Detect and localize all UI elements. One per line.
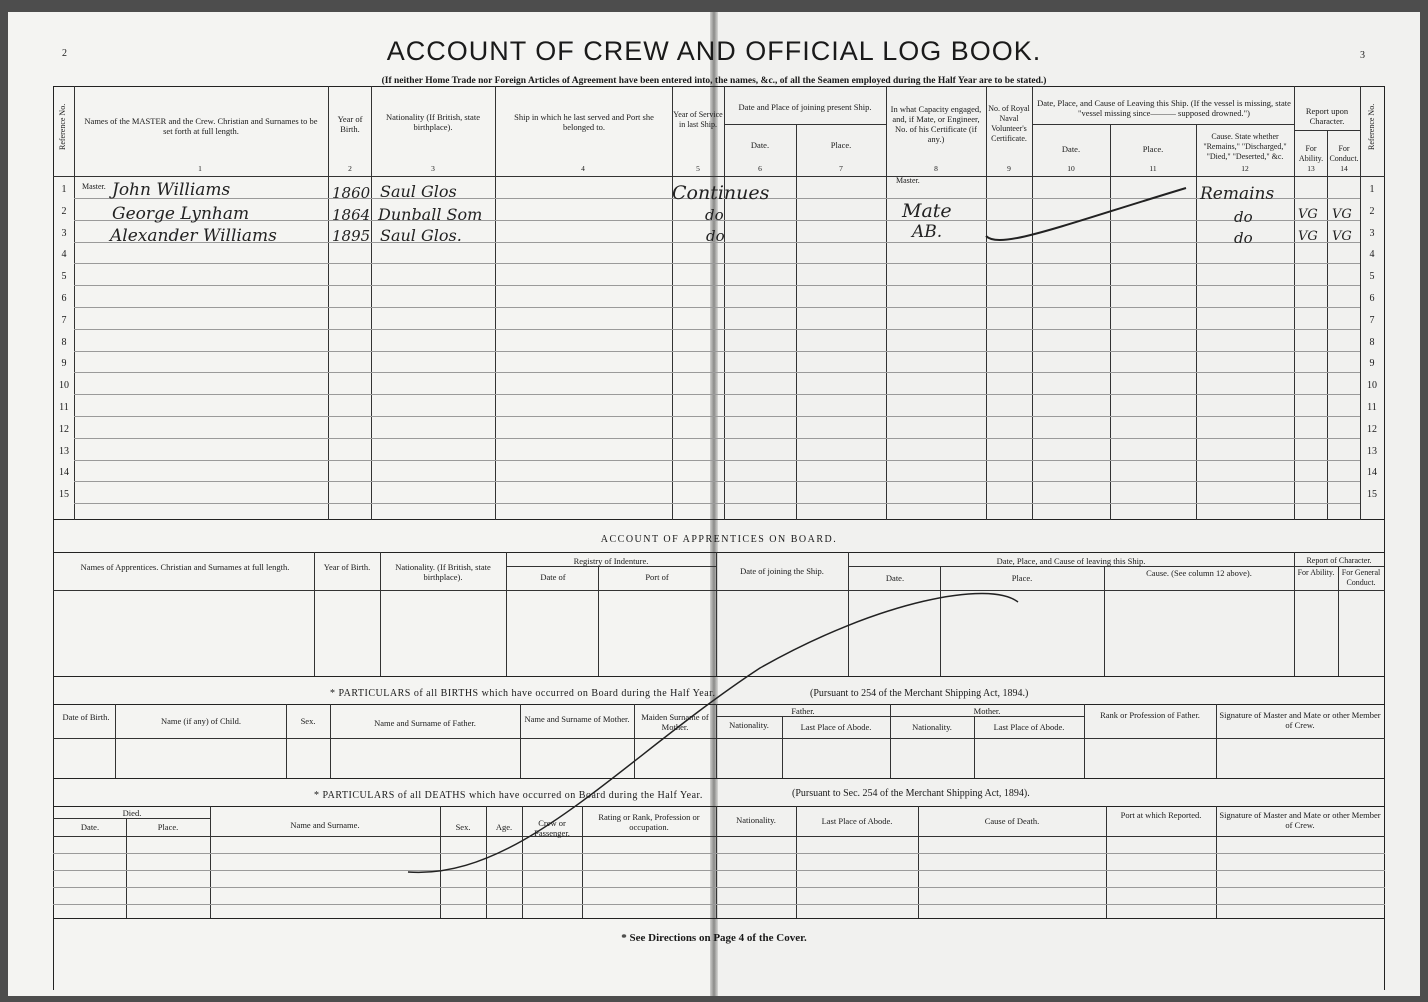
crew-year-2: 1864 [332,206,371,224]
appr-header-ability: For Ability. [1297,568,1335,577]
col-number: 12 [1241,164,1249,173]
birth-header-date: Date of Birth. [62,712,110,722]
col-number: 6 [758,164,762,173]
crew-cause-1: Remains [1200,184,1275,204]
col-number: 2 [348,164,352,173]
row-number: 14 [59,467,69,479]
crew-service-3: do [706,227,725,245]
row-number: 4 [1369,249,1375,261]
apprentices-title: ACCOUNT OF APPRENTICES ON BOARD. [600,534,838,545]
row-number: 10 [1367,380,1377,392]
row-number: 9 [1369,358,1375,370]
header-capacity: In what Capacity engaged, and, if Mate, or Engineer, No. of his Certificate (if any.) [890,104,982,144]
row-number: 1 [61,184,67,195]
appr-header-joining: Date of joining the Ship. [740,566,824,576]
row-number: 5 [61,271,67,283]
reference-no-header-right: Reference No. [1367,103,1376,150]
row-number: 12 [59,423,69,435]
appr-header-port-of: Port of [645,572,669,582]
birth-header-father-name: Name and Surname of Father. [374,718,476,728]
death-header-sex: Sex. [455,822,471,832]
crew-capacity-3: AB. [912,222,943,242]
header-leaving-date: Date. [1061,144,1081,154]
header-leaving-place: Place. [1142,144,1164,154]
header-names: Names of the MASTER and the Crew. Christian and Surnames to be set forth at full length. [84,116,318,136]
appr-header-names: Names of Apprentices. Christian and Surnames at full length. [80,562,290,572]
row-number: 13 [1367,445,1377,457]
birth-header-mother-name: Name and Surname of Mother. [524,714,630,724]
col-number: 10 [1067,164,1075,173]
header-year: Year of Birth. [337,114,363,134]
crew-name-1: John Williams [112,180,231,200]
birth-header-child: Name (if any) of Child. [160,716,242,726]
appr-header-place: Place. [1011,573,1033,583]
header-ship: Ship in which he last served and Port she belonged to. [514,112,654,132]
row-number: 8 [61,336,67,348]
crew-conduct-2: VG [1332,207,1352,222]
page-title: ACCOUNT OF CREW AND OFFICIAL LOG BOOK. [386,36,1042,66]
col-number: 11 [1149,164,1157,173]
row-number: 12 [1367,423,1377,435]
row-number: 6 [1369,293,1375,304]
crew-year-1: 1860 [332,184,371,202]
appr-header-report-group: Report of Character. [1306,556,1372,565]
death-header-nationality: Nationality. [736,815,776,825]
row-number: 5 [1369,271,1375,283]
row-number: 14 [1367,467,1377,479]
header-leaving-group: Date, Place, and Cause of Leaving this Ship. (If the vessel is missing, state "vessel missing since——— supposed drowned.") [1037,98,1291,118]
row-number: 7 [61,314,67,326]
crew-cause-3: do [1234,229,1253,247]
header-joining-date: Date. [750,140,770,150]
header-conduct: For Conduct. [1329,144,1359,163]
header-rnv: No. of Royal Naval Volunteer's Certificate. [988,104,1030,143]
death-header-signature: Signature of Master and Mate or other Member of Crew. [1219,810,1381,830]
births-title: * PARTICULARS of all BIRTHS which have occurred on Board during the Half Year. [330,688,716,699]
col-number: 3 [431,164,435,173]
row-number: 2 [61,205,67,217]
page-subtitle: (If neither Home Trade nor Foreign Articles of Agreement have been entered into, the names, &c., of all the Seamen employed during the Half Year are to be stated.) [381,76,1047,86]
births-pursuant: (Pursuant to 254 of the Merchant Shipping Act, 1894.) [810,688,1029,699]
death-header-name: Name and Surname. [290,820,360,830]
row-number: 15 [59,489,69,501]
col-number: 5 [696,164,700,173]
col-number: 1 [198,164,202,173]
row-number: 11 [59,402,69,413]
appr-header-nationality: Nationality. (If British, state birthplace). [395,562,491,582]
birth-header-maiden: Maiden Surname of Mother. [641,712,709,732]
master-capacity: Master. [896,176,920,185]
col-number: 13 [1307,164,1315,173]
row-number: 8 [1369,336,1375,348]
crew-nationality-1: Saul Glos [380,182,457,201]
appr-header-conduct: For General Conduct. [1341,568,1381,587]
header-nationality: Nationality (If British, state birthplace). [386,112,480,132]
row-number: 9 [61,358,67,370]
appr-header-date-of: Date of [540,572,566,582]
page-number-right: 3 [1360,50,1365,61]
death-header-died-group: Died. [122,808,142,818]
col-number: 8 [934,164,938,173]
crew-service-2: do [705,206,724,224]
death-header-cause: Cause of Death. [984,816,1040,826]
crew-conduct-3: VG [1332,229,1352,244]
appr-header-year: Year of Birth. [323,562,371,572]
row-number: 4 [61,249,67,261]
crew-ability-3: VG [1298,229,1318,244]
header-joining-place: Place. [830,140,852,150]
page-number-left: 2 [62,48,67,59]
crew-capacity-2: Mate [902,200,952,222]
col-number: 9 [1007,164,1011,173]
crew-service-1: Continues [672,182,770,204]
row-number: 1 [1369,184,1375,195]
death-header-crew: Crew or Passenger. [534,818,570,838]
birth-header-signature: Signature of Master and Mate or other Member of Crew. [1219,710,1381,730]
death-header-abode: Last Place of Abode. [821,816,893,826]
row-number: 6 [61,293,67,304]
col-number: 4 [581,164,585,173]
row-number: 3 [1369,227,1375,239]
death-header-date: Date. [80,822,100,832]
row-number: 2 [1369,205,1375,217]
crew-name-2: George Lynham [112,204,250,224]
reference-no-header-left: Reference No. [58,103,67,150]
row-number: 11 [1367,402,1377,413]
crew-strike-stroke [986,188,1186,240]
header-report-group: Report upon Character. [1305,106,1349,126]
death-header-rating: Rating or Rank, Profession or occupation. [598,812,700,832]
appr-header-date: Date. [885,573,905,583]
row-number: 7 [1369,314,1375,326]
crew-year-3: 1895 [332,227,371,245]
crew-cause-2: do [1234,208,1253,226]
row-number: 10 [59,380,69,392]
header-leaving-cause: Cause. State whether "Remains," "Discharged," "Died," "Deserted," &c. [1203,132,1287,161]
birth-header-rank: Rank or Profession of Father. [1100,710,1200,720]
birth-header-father-abode: Last Place of Abode. [800,722,872,732]
birth-header-father-nationality: Nationality. [729,720,769,730]
apprentice-strike-stroke [408,593,1018,872]
birth-header-mother-abode: Last Place of Abode. [993,722,1065,732]
header-ability: For Ability. [1298,144,1324,163]
crew-name-3: Alexander Williams [110,226,277,246]
birth-header-mother-nationality: Nationality. [912,722,952,732]
birth-header-mother-group: Mother. [973,706,1001,716]
appr-header-cause: Cause. (See column 12 above). [1146,568,1252,578]
birth-header-sex: Sex. [300,716,316,726]
crew-nationality-2: Dunball Som [378,205,483,224]
header-joining-group: Date and Place of joining present Ship. [738,102,872,112]
crew-nationality-3: Saul Glos. [380,226,462,245]
death-header-port: Port at which Reported. [1120,810,1202,820]
col-number: 14 [1340,164,1348,173]
row-number: 15 [1367,489,1377,501]
row-number: 13 [59,445,69,457]
death-header-place: Place. [157,822,179,832]
footnote: * See Directions on Page 4 of the Cover. [621,932,807,944]
master-label: Master. [82,182,106,191]
header-years-service: Year of Service in last Ship. [673,110,723,129]
birth-header-father-group: Father. [791,706,815,716]
deaths-pursuant: (Pursuant to Sec. 254 of the Merchant Shipping Act, 1894). [792,788,1030,799]
deaths-title: * PARTICULARS of all DEATHS which have occurred on Board during the Half Year. [314,790,703,801]
appr-header-registry: Registry of Indenture. [573,556,649,566]
crew-ability-2: VG [1298,207,1318,222]
row-number: 3 [61,227,67,239]
col-number: 7 [839,164,843,173]
death-header-age: Age. [495,822,513,832]
appr-header-leaving-group: Date, Place, and Cause of leaving this Ship. [996,556,1146,566]
